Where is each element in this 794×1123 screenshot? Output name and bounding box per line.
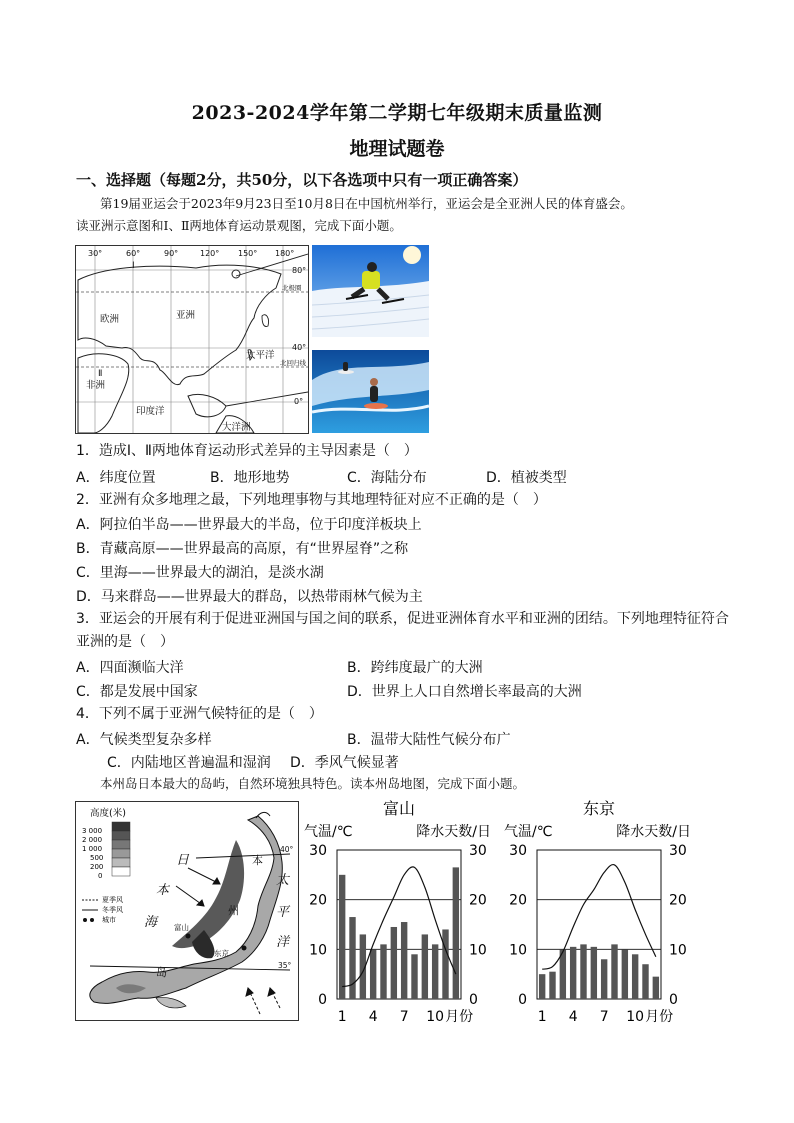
island-label-ben: 本 (252, 854, 263, 867)
y2-tick-label: 0 (469, 992, 478, 1008)
y-axis-label: 气温/℃ (504, 824, 553, 840)
precip-bar (580, 944, 586, 999)
asia-map (75, 245, 309, 434)
precip-bar (453, 867, 459, 999)
arctic-circle-label: 北极圈 (282, 284, 302, 292)
q4-option-d[interactable]: D．季风气候显著 (290, 755, 399, 771)
sea-label-hai: 海 (144, 915, 158, 930)
y2-axis-label: 降水天数/日 (416, 824, 491, 840)
exam-title: 2023-2024学年第二学期七年级期末质量监测 (191, 102, 603, 124)
precip-bar (539, 974, 545, 999)
x-tick-label: 4 (568, 1009, 578, 1025)
precip-bar (391, 927, 397, 999)
q4-option-a[interactable]: A．气候类型复杂多样 (76, 732, 212, 748)
q1-option-c[interactable]: C．海陆分布 (347, 470, 427, 486)
lat-label: 80° (292, 266, 307, 275)
y-tick-label: 30 (309, 843, 327, 859)
lon-label: 90° (164, 249, 179, 258)
x-axis-label: 月份 (645, 1009, 674, 1025)
y-tick-label: 20 (309, 892, 327, 909)
x-tick-label: 10 (626, 1009, 645, 1025)
legend-level: 0 (98, 872, 103, 880)
precip-bar (422, 934, 428, 999)
y-tick-label: 10 (509, 942, 527, 959)
precip-bar (591, 947, 597, 999)
indian-ocean-label: 印度洋 (136, 406, 165, 417)
exam-subtitle: 地理试题卷 (349, 138, 445, 160)
x-tick-label: 10 (426, 1009, 445, 1025)
ocean-label-ping: 平 (276, 905, 290, 920)
lon-label: 150° (238, 249, 258, 258)
temperature-line (542, 865, 656, 970)
asia-label: 亚洲 (176, 310, 196, 321)
x-tick-label: 7 (399, 1009, 409, 1025)
precip-bar (411, 954, 417, 999)
mark-i: Ⅰ (132, 261, 135, 271)
precip-bar (642, 964, 648, 999)
lon-label: 60° (126, 249, 141, 258)
precip-bar (380, 944, 386, 999)
sea-label-ben: 本 (156, 883, 170, 898)
skiing-photo (312, 245, 429, 337)
island-label-zhou: 州 (228, 904, 239, 917)
q3-option-a[interactable]: A．四面濒临大洋 (76, 660, 184, 676)
lat-label: 0° (294, 397, 304, 406)
x-tick-label: 4 (368, 1009, 378, 1025)
y2-axis-label: 降水天数/日 (616, 824, 691, 840)
legend-level: 1 000 (82, 845, 103, 853)
legend-city: 城市 (102, 916, 116, 924)
question-3-stem-line-2: 亚洲的是（ ） (76, 634, 174, 650)
q1-option-a[interactable]: A．纬度位置 (76, 470, 156, 486)
q2-option-b[interactable]: B．青藏高原——世界最高的高原，有“世界屋脊”之称 (76, 541, 409, 557)
precip-bar (622, 949, 628, 999)
temperature-line (342, 867, 456, 987)
climate-charts (300, 792, 694, 1032)
x-tick-label: 7 (599, 1009, 609, 1025)
question-2-stem: 2．亚洲有众多地理之最，下列地理事物与其地理特征对应不正确的是（ ） (76, 492, 547, 508)
lon-label: 30° (88, 249, 103, 258)
y-tick-label: 30 (509, 843, 527, 859)
y2-tick-label: 10 (669, 942, 687, 959)
y-tick-label: 0 (318, 992, 327, 1008)
q2-option-d[interactable]: D．马来群岛——世界最大的群岛，以热带雨林气候为主 (76, 589, 423, 605)
legend-level: 200 (90, 863, 104, 871)
ocean-label-tai: 太 (276, 873, 290, 888)
precip-bar (339, 875, 345, 999)
x-tick-label: 1 (537, 1009, 547, 1025)
q3-option-d[interactable]: D．世界上人口自然增长率最高的大洲 (347, 684, 582, 700)
question-3-stem-line-1: 3．亚运会的开展有利于促进亚洲国与国之间的联系，促进亚洲体育水平和亚洲的团结。下列地理特征符合 (76, 611, 729, 627)
africa-label: 非洲 (86, 380, 106, 391)
intro-line-1: 第19届亚运会于2023年9月23日至10月8日在中国杭州举行，亚运会是全亚洲人民的体育盛会。 (100, 196, 633, 211)
intro-line-2: 读亚洲示意图和Ⅰ、Ⅱ两地体育运动景观图，完成下面小题。 (76, 218, 402, 233)
y-tick-label: 0 (518, 992, 527, 1008)
precip-bar (653, 977, 659, 999)
y2-tick-label: 20 (669, 892, 687, 909)
precip-bar (432, 944, 438, 999)
precip-bar (570, 947, 576, 999)
honshu-map (75, 801, 299, 1021)
precip-bar (370, 949, 376, 999)
climate-chart-tokyo (504, 799, 691, 1025)
section-heading: 一、选择题（每题2分，共50分，以下各选项中只有一项正确答案） (76, 171, 528, 189)
legend-level: 3 000 (82, 827, 103, 835)
legend-level: 2 000 (82, 836, 103, 844)
x-axis-label: 月份 (445, 1009, 474, 1025)
y-axis-label: 气温/℃ (304, 824, 353, 840)
q4-option-b[interactable]: B．温带大陆性气候分布广 (347, 732, 511, 748)
y-tick-label: 20 (509, 892, 527, 909)
lon-label: 120° (200, 249, 220, 258)
q3-option-c[interactable]: C．都是发展中国家 (76, 684, 198, 700)
legend-summer-monsoon: 夏季风 (102, 896, 123, 904)
precip-bar (401, 922, 407, 999)
q3-option-b[interactable]: B．跨纬度最广的大洲 (347, 660, 483, 676)
surfing-photo (312, 350, 429, 433)
island-label-dao: 岛 (156, 966, 167, 979)
ocean-label-yang: 洋 (276, 935, 290, 950)
oceania-label: 大洋洲 (222, 422, 251, 433)
y2-tick-label: 20 (469, 892, 487, 909)
precip-bar (632, 954, 638, 999)
x-tick-label: 1 (337, 1009, 347, 1025)
y2-tick-label: 10 (469, 942, 487, 959)
climate-chart-toyama (304, 799, 491, 1025)
lat-label: 40° (292, 343, 307, 352)
chart-title: 富山 (382, 799, 416, 818)
tropic-label: 北回归线 (280, 359, 306, 367)
legend-level: 500 (90, 854, 104, 862)
legend-winter-monsoon: 冬季风 (102, 906, 123, 914)
precip-bar (349, 917, 355, 999)
precip-bar (549, 972, 555, 999)
y2-tick-label: 0 (669, 992, 678, 1008)
precip-bar (601, 959, 607, 999)
question-4-stem: 4．下列不属于亚洲气候特征的是（ ） (76, 706, 323, 722)
intro-2: 本州岛日本最大的岛屿，自然环境独具特色。读本州岛地图，完成下面小题。 (100, 776, 526, 791)
lat-40: 40° (280, 845, 294, 854)
precip-bar (442, 929, 448, 999)
lat-35: 35° (278, 961, 292, 970)
y2-tick-label: 30 (669, 843, 687, 859)
pacific-label: 太平洋 (246, 350, 275, 361)
y2-tick-label: 30 (469, 843, 487, 859)
q2-option-c[interactable]: C．里海——世界最大的湖泊，是淡水湖 (76, 565, 324, 581)
y-tick-label: 10 (309, 942, 327, 959)
sea-label-ri: 日 (176, 853, 190, 868)
q4-option-c[interactable]: C．内陆地区普遍温和湿润 (107, 755, 271, 771)
lon-label: 180° (275, 249, 295, 258)
city-tokyo: 东京 (214, 949, 229, 958)
legend-title: 高度(米) (90, 808, 126, 819)
europe-label: 欧洲 (100, 314, 120, 325)
question-1-stem: 1．造成Ⅰ、Ⅱ两地体育运动形式差异的主导因素是（ ） (76, 443, 418, 459)
mark-ii: Ⅱ (98, 369, 103, 379)
chart-title: 东京 (582, 799, 616, 818)
precip-bar (611, 944, 617, 999)
q2-option-a[interactable]: A．阿拉伯半岛——世界最大的半岛，位于印度洋板块上 (76, 517, 422, 533)
q1-option-d[interactable]: D．植被类型 (486, 470, 567, 486)
city-toyama: 富山 (174, 923, 189, 932)
q1-option-b[interactable]: B．地形地势 (210, 470, 290, 486)
